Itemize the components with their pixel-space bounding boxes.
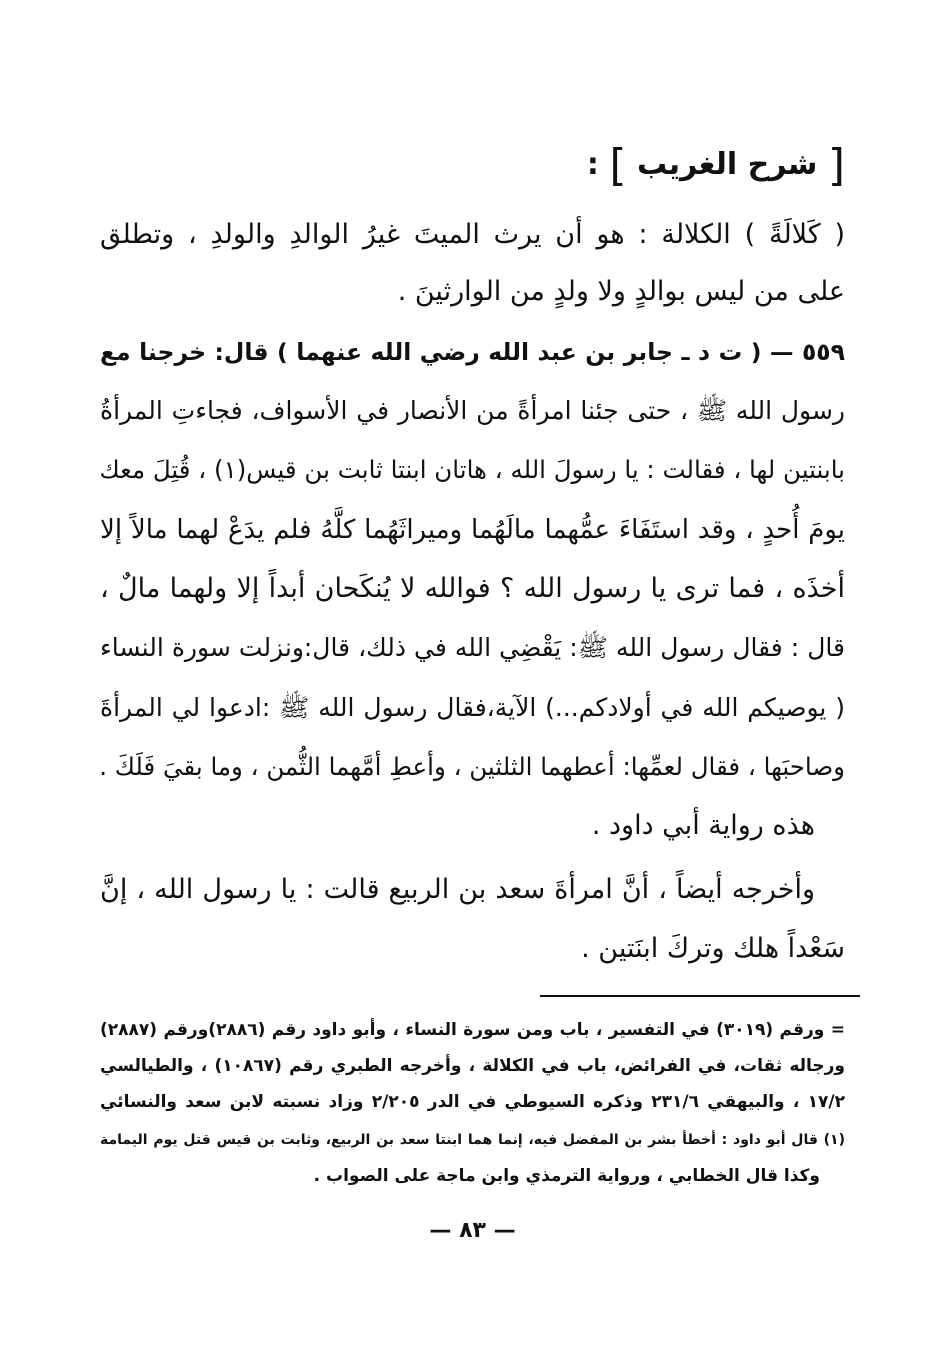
heading-close-bracket: ]: [609, 140, 627, 191]
footnote-divider: [540, 995, 860, 997]
body-line: بابنتين لها ، فقالت : يا رسولَ الله ، هاتان ابنتا ثابت بن قيس(١) ، قُتِلَ معك: [99, 455, 845, 484]
body-line: يومَ أُحدٍ ، وقد استَفَاءَ عمُّهما مالَهُما وميراثَهُما كلَّهُ فلم يدَعْ لهما مالاً إلا: [100, 515, 845, 545]
body-line: قال : فقال رسول الله ﷺ: يَقْضِي الله في ذلك، قال:ونزلت سورة النساء: [100, 633, 845, 662]
footnote-line: وكذا قال الخطابي ، ورواية الترمذي وابن ماجة على الصواب .: [313, 1166, 820, 1186]
body-line: أخذَه ، فما ترى يا رسول الله ؟ فوالله لا يُنكَحان أبداً إلا ولهما مالٌ ،: [100, 573, 845, 604]
body-line: هذه رواية أبي داود .: [591, 810, 815, 841]
heading-text: شرح الغريب: [636, 147, 818, 182]
heading-colon: :: [586, 147, 599, 182]
body-line: على من ليس بوالدٍ ولا ولدٍ من الوارثينَ .: [397, 276, 845, 307]
hadith-header-line: ٥٥٩ — ( ت د ـ جابر بن عبد الله رضي الله عنهما ) قال: خرجنا مع: [100, 338, 845, 366]
footnote-line: ورجاله ثقات، في الفرائض، باب في الكلالة ، وأخرجه الطبري رقم (١٠٨٦٧) ، والطيالسي: [100, 1056, 845, 1076]
body-line: ( كَلالَةً ) الكلالة : هو أن يرث الميتَ غيرُ الوالدِ والولدِ ، وتطلق: [100, 219, 845, 250]
body-line: سَعْداً هلك وتركَ ابنَتين .: [581, 933, 845, 964]
page-number: — ٨٣ —: [429, 1218, 516, 1243]
heading-open-bracket: [: [827, 140, 845, 191]
footnote-line: ١٧/٢ ، والبيهقي ٢٣١/٦ وذكره السيوطي في الدر ٢/٢٠٥ وزاد نسبته لابن سعد والنسائي: [100, 1092, 845, 1112]
body-line: وصاحبَها ، فقال لعمِّها: أعطهما الثلثين ، وأعطِ أمَّهما الثُّمن ، وما بقيَ فَلَكَ .: [99, 752, 845, 781]
body-line: رسول الله ﷺ ، حتى جئنا امرأةً من الأنصار في الأسواف، فجاءتِ المرأةُ: [100, 396, 845, 425]
section-heading: [587, 140, 845, 191]
footnote-line: = ورقم (٣٠١٩) في التفسير ، باب ومن سورة النساء ، وأبو داود رقم (٢٨٨٦)ورقم (٢٨٨٧): [100, 1020, 846, 1040]
footnote-line: (١) قال أبو داود : أخطأ بشر بن المفضل فيه، إنما هما ابنتا سعد بن الربيع، وثابت بن قيس قتل يوم اليمامة: [100, 1132, 845, 1148]
body-line: وأخرجه أيضاً ، أنَّ امرأةَ سعد بن الربيع قالت : يا رسول الله ، إنَّ: [100, 874, 815, 905]
body-line: ( يوصيكم الله في أولادكم...) الآية،فقال رسول الله ﷺ :ادعوا لي المرأةَ: [100, 693, 845, 722]
